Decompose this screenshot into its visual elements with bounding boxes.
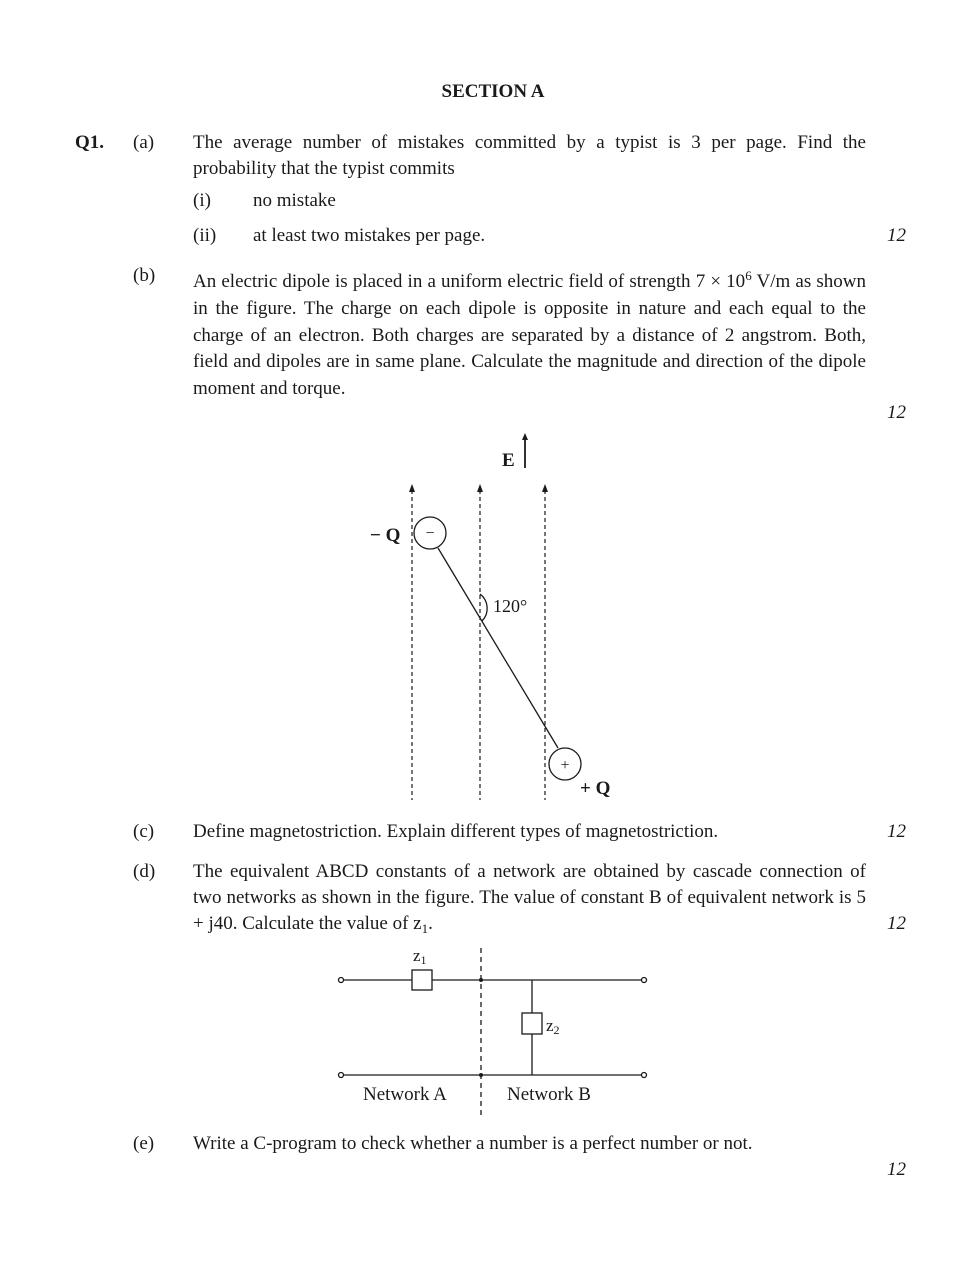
part-a-i-text: no mistake (253, 190, 336, 211)
dipole-figure (360, 430, 630, 810)
part-b-text (193, 263, 866, 403)
part-d-text-2: . (428, 913, 433, 934)
positive-charge-label: + Q (580, 778, 611, 799)
part-e-text: Write a C-program to check whether a number is a perfect number or not. (193, 1133, 753, 1154)
z1-label: z1 (413, 946, 427, 967)
part-b-exponent: 6 (745, 268, 752, 283)
angle-label: 120° (493, 596, 528, 616)
part-a-ii-text: at least two mistakes per page. (253, 225, 486, 246)
part-d-subscript: 1 (421, 921, 429, 936)
field-label: E (502, 450, 515, 471)
impedance-z1 (412, 970, 432, 990)
terminal-bottom-left (339, 1073, 344, 1078)
part-e-marks: 12 (887, 1159, 906, 1180)
part-b-marks: 12 (887, 402, 906, 423)
field-line-2 (477, 484, 483, 800)
part-b-text-1: An electric dipole is placed in a uniform electric field of strength 7 × 10 (193, 271, 746, 292)
part-d-text-1: The equivalent ABCD constants of a network are obtained by cascade connection of two networks as shown in the figure. The value of constant B of equivalent network is 5 + j40. Calculate the value of z (193, 861, 866, 934)
part-d-text (193, 859, 866, 942)
part-a-i-label: (i) (193, 190, 211, 211)
z2-label: z2 (546, 1016, 560, 1037)
part-a-label: (a) (133, 132, 155, 153)
positive-symbol: + (560, 757, 570, 774)
negative-charge-label: − Q (370, 525, 401, 546)
terminal-top-left (339, 978, 344, 983)
part-a-text: The average number of mistakes committed by a typist is 3 per page. Find the probability that the typist commits (193, 132, 866, 179)
network-figure (330, 940, 660, 1120)
terminal-bottom-right (642, 1073, 647, 1078)
part-c-marks: 12 (887, 821, 906, 842)
part-e-label: (e) (133, 1133, 155, 1154)
question-number: Q1. (75, 132, 105, 153)
part-a-marks: 12 (887, 225, 906, 246)
field-arrow-icon (522, 433, 528, 468)
junction-top (479, 978, 483, 982)
negative-symbol: − (425, 525, 435, 542)
part-a-ii-label: (ii) (193, 225, 217, 246)
dipole-axis (438, 548, 558, 748)
section-title: SECTION A (441, 81, 545, 102)
part-d-label: (d) (133, 861, 156, 882)
field-line-3 (542, 484, 548, 800)
network-b-label: Network B (507, 1084, 591, 1105)
part-c-label: (c) (133, 821, 155, 842)
junction-bottom (479, 1073, 483, 1077)
network-a-label: Network A (363, 1084, 447, 1105)
part-c-text: Define magnetostriction. Explain different types of magnetostriction. (193, 821, 719, 842)
part-b-label: (b) (133, 265, 156, 286)
angle-arc (480, 594, 487, 621)
impedance-z2 (522, 1013, 542, 1034)
terminal-top-right (642, 978, 647, 983)
part-d-marks: 12 (887, 913, 906, 934)
part-b-text-2: V/m as shown in the figure. The charge on each dipole is opposite in nature and each equal to the charge of an electron. Both charges are separated by a distance of 2 angstrom. Both, field and dipoles are in same plane. Calculate the magnitude and direction of the dipole moment and torque. (193, 271, 866, 400)
